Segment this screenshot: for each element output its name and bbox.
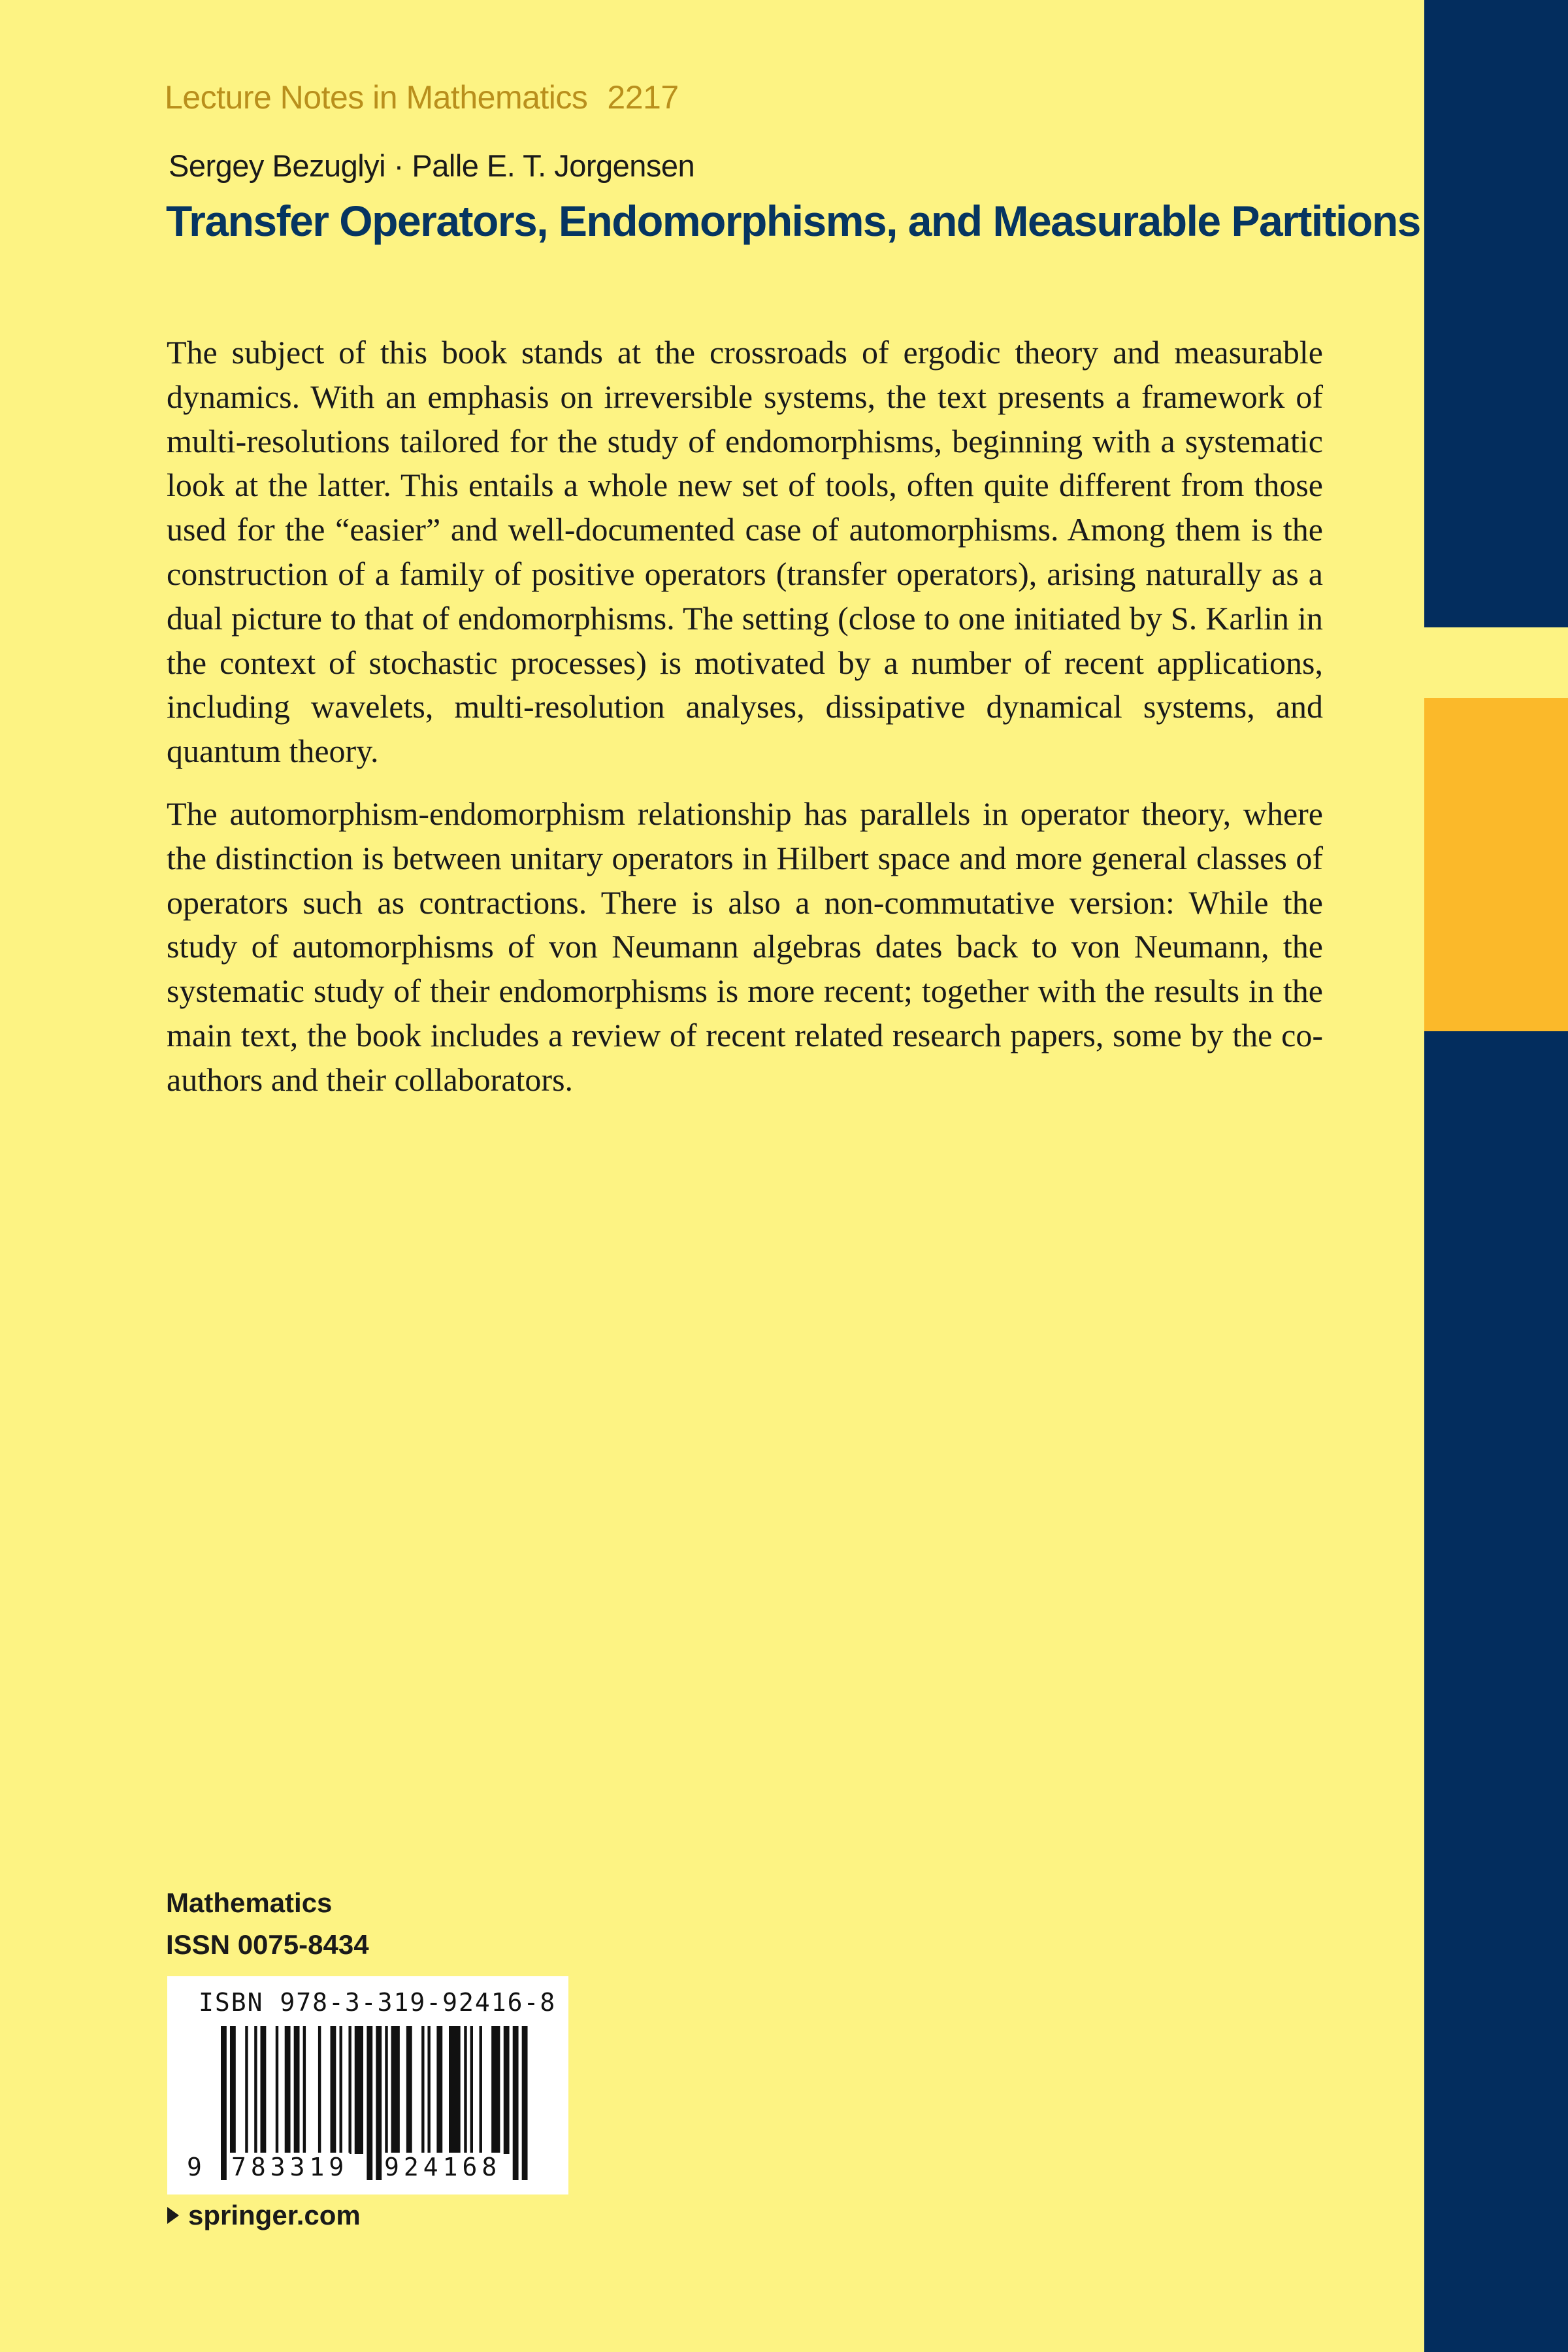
subject-block <box>166 1882 369 1966</box>
barcode-bar <box>513 2026 519 2180</box>
barcode-bar <box>221 2026 227 2180</box>
spine-orange-stripe <box>1424 698 1568 1031</box>
barcode-bar <box>261 2026 267 2154</box>
barcode-bar <box>376 2026 382 2180</box>
spine-band <box>1424 0 1568 2352</box>
isbn-label: ISBN 978-3-319-92416-8 <box>199 1988 557 2017</box>
barcode-bar <box>348 2026 351 2154</box>
series-line <box>165 78 679 116</box>
barcode-bar <box>339 2026 342 2154</box>
barcode-bar <box>491 2026 500 2154</box>
website-link[interactable] <box>167 2200 361 2231</box>
barcode-bar <box>318 2026 321 2154</box>
barcode-first-digit: 9 <box>187 2153 202 2181</box>
barcode-bar <box>331 2026 336 2154</box>
barcode-box <box>167 1976 568 2195</box>
series-name: Lecture Notes in Mathematics <box>165 79 588 116</box>
issn-label: ISSN 0075-8434 <box>166 1929 369 1960</box>
barcode-bar <box>427 2026 430 2154</box>
barcode-bar <box>294 2026 300 2154</box>
barcode-group-1: 783319 <box>231 2153 349 2181</box>
barcode-bar <box>449 2026 461 2154</box>
barcode-bar <box>254 2026 257 2154</box>
barcode-bar <box>470 2026 473 2154</box>
barcode-bar <box>245 2026 248 2154</box>
triangle-right-icon <box>167 2207 179 2224</box>
barcode-bar <box>464 2026 466 2154</box>
barcode-bar <box>303 2026 306 2154</box>
barcode-bar <box>480 2026 482 2154</box>
series-number: 2217 <box>607 79 679 116</box>
barcode-bar <box>355 2026 363 2154</box>
book-title: Transfer Operators, Endomorphisms, and Measurable Partitions <box>166 197 1420 245</box>
barcode-bar <box>406 2026 412 2154</box>
barcode-bar <box>522 2026 528 2180</box>
blurb-paragraph-1: The subject of this book stands at the crossroads of ergodic theory and measurable dynamics. With an emphasis on irreversible systems, the text presents a framework of multi-resolutions tailored for the study of endomorphisms, beginning with a systematic look at the latter. This entails a whole new set of tools, often quite different from those used for the “easier” and well-documented case of automorphisms. Among them is the construction of a family of positive operators (transfer operators), arising naturally as a dual picture to that of endomorphisms. The setting (close to one initiated by S. Karlin in the context of stochastic processes) is motivated by a number of recent applications, including wavelets, multi-resolution analyses, dissipative dynamical systems, and quantum theory. <box>167 334 1323 770</box>
barcode-bar <box>385 2026 387 2154</box>
barcode-bar <box>436 2026 442 2154</box>
barcode-group-2: 924168 <box>384 2153 502 2181</box>
subject-label: Mathematics <box>166 1887 333 1918</box>
barcode-bar <box>421 2026 424 2154</box>
barcode-bar <box>391 2026 400 2154</box>
blurb <box>167 331 1323 1121</box>
blurb-paragraph-2: The automorphism-endomorphism relationship has parallels in operator theory, where the distinction is between unitary operators in Hilbert space and more general classes of operators such as contractions. There is also a non-commutative version: While the study of automorphisms of von Neumann algebras dates back to von Neumann, the systematic study of their endomorphisms is more recent; together with the results in the main text, the book includes a review of recent related research papers, some by the co-authors and their collaborators. <box>167 795 1323 1098</box>
barcode-bar <box>276 2026 278 2154</box>
barcode-bar <box>367 2026 372 2180</box>
spine-light-stripe <box>1424 627 1568 698</box>
website-text[interactable]: springer.com <box>188 2200 361 2230</box>
authors: Sergey Bezuglyi · Palle E. T. Jorgensen <box>169 148 695 183</box>
barcode-bar <box>285 2026 291 2154</box>
barcode-bar <box>504 2026 510 2154</box>
